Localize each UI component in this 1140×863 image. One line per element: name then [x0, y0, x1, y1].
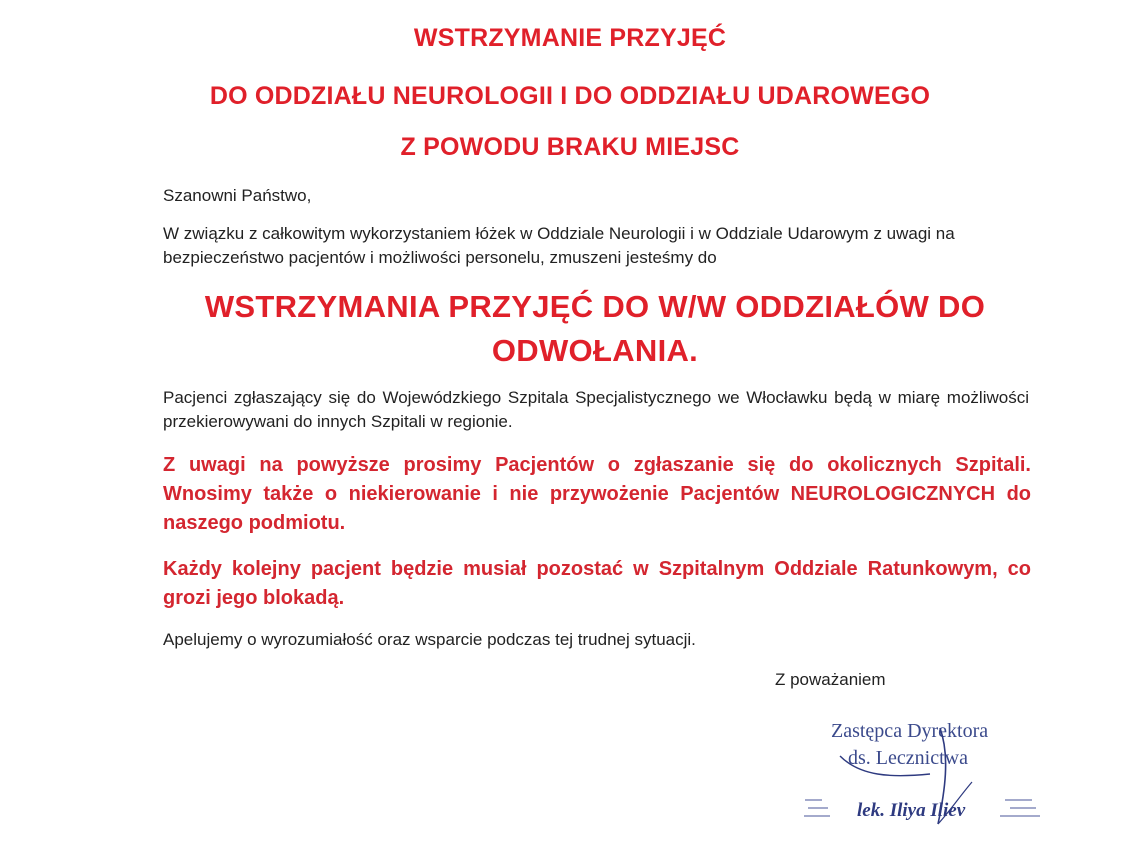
stamp-name: lek. Iliya Iliev	[857, 800, 966, 821]
notice-subtitle-departments: DO ODDZIAŁU NEUROLOGII I DO ODDZIAŁU UDAROWEGO	[209, 82, 931, 110]
stamp-position: Zastępca Dyrektora	[831, 720, 989, 742]
emphasis-line-2: ODWOŁANIA.	[491, 333, 699, 368]
emphasis-line-1: WSTRZYMANIA PRZYJĘĆ DO W/W ODDZIAŁÓW DO	[204, 289, 986, 324]
signature-scribble	[800, 716, 1040, 831]
stamp-department: ds. Lecznictwa	[848, 747, 968, 769]
warning-paragraph: Każdy kolejny pacjent będzie musiał pozostać w Szpitalnym Oddziale Ratunkowym, co grozi jego blokadą.	[163, 558, 1031, 609]
signature-stamp	[800, 716, 1040, 831]
notice-subtitle-reason: Z POWODU BRAKU MIEJSC	[400, 133, 740, 161]
redirect-paragraph: Pacjenci zgłaszający się do Wojewódzkiego Szpitala Specjalistycznego we Włocławku będą w miarę możliwości przekierowywani do innych Szpitali w regionie.	[163, 388, 1029, 431]
appeal-paragraph: Apelujemy o wyrozumiałość oraz wsparcie podczas tej trudnej sytuacji.	[163, 630, 696, 649]
notice-title: WSTRZYMANIE PRZYJĘĆ	[413, 24, 727, 52]
intro-paragraph: W związku z całkowitym wykorzystaniem łóżek w Oddziale Neurologii i w Oddziale Udarowym z uwagi na bezpieczeństwo pacjentów i możliwości personelu, zmuszeni jesteśmy do	[163, 224, 955, 267]
request-paragraph: Z uwagi na powyższe prosimy Pacjentów o zgłaszanie się do okolicznych Szpitali. Wnosimy także o niekierowanie i nie przywożenie Pacjentów NEUROLOGICZNYCH do naszego podmiotu.	[163, 454, 1031, 534]
salutation: Szanowni Państwo,	[163, 186, 312, 205]
closing-regards: Z poważaniem	[775, 670, 886, 689]
